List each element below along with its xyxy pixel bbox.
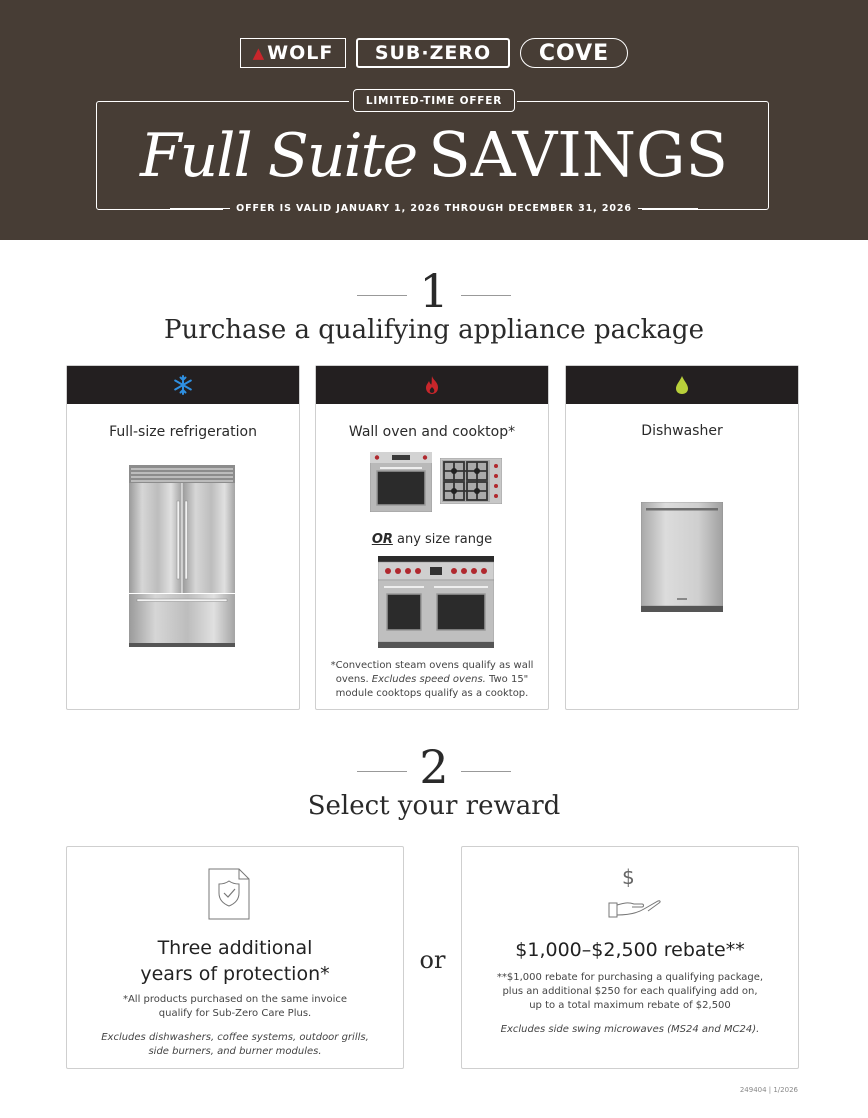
protection-title-line1: Three additional	[157, 937, 313, 959]
wolf-flame-icon: ▲	[252, 44, 266, 62]
cooktop-image	[440, 458, 502, 504]
protection-exclusions-line2: side burners, and burner modules.	[148, 1046, 322, 1057]
step-2-title: Select your reward	[307, 791, 561, 821]
rebate-note-line1: **$1,000 rebate for purchasing a qualifying package,	[496, 972, 764, 983]
step-1-title: Purchase a qualifying appliance package	[164, 315, 704, 345]
range-image	[378, 556, 494, 648]
reward-rebate-card	[461, 846, 799, 1069]
card-header-bar	[67, 366, 299, 404]
rebate-title: $1,000–$2,500 rebate**	[515, 939, 745, 961]
headline	[0, 119, 868, 192]
water-drop-icon	[674, 375, 690, 395]
protection-note-line1: *All products purchased on the same invoice	[122, 994, 348, 1005]
headline-italic: Full Suite	[140, 121, 417, 191]
card-wall-oven-cooktop	[315, 365, 549, 710]
card-label: Dishwasher	[641, 423, 723, 439]
snowflake-icon	[173, 375, 193, 395]
refrigerator-image	[129, 465, 235, 647]
brand-logos	[0, 38, 868, 68]
card-label: Wall oven and cooktop*	[348, 424, 516, 440]
headline-caps: SAVINGS	[428, 118, 728, 191]
card-header-bar	[316, 366, 548, 404]
dollar-icon: $	[622, 865, 635, 889]
shield-document-icon	[207, 867, 251, 921]
document-code: 249404 | 1/2026	[739, 1086, 798, 1094]
validity-text: OFFER IS VALID JANUARY 1, 2026 THROUGH DECEMBER 31, 2026	[236, 203, 632, 214]
step-2-number: 2	[0, 742, 868, 792]
cove-logo: COVE	[520, 38, 628, 68]
rebate-note-line3: up to a total maximum rebate of $2,500	[529, 1000, 731, 1011]
or-prefix: OR	[371, 532, 393, 547]
card-dishwasher	[565, 365, 799, 710]
range-option-text: any size range	[392, 532, 493, 547]
hand-icon	[608, 893, 662, 919]
protection-note-line2: qualify for Sub-Zero Care Plus.	[158, 1008, 312, 1019]
card-refrigeration	[66, 365, 300, 710]
wall-oven-image	[370, 452, 432, 512]
rebate-exclusions: Excludes side swing microwaves (MS24 and MC24).	[500, 1024, 760, 1035]
protection-exclusions-line1: Excludes dishwashers, coffee systems, outdoor grills,	[101, 1032, 369, 1043]
protection-title-line2: years of protection*	[140, 963, 330, 985]
offer-validity	[0, 203, 868, 214]
range-option-label	[316, 532, 548, 547]
card-header-bar	[566, 366, 798, 404]
reward-protection-card	[66, 846, 404, 1069]
limited-time-badge: LIMITED-TIME OFFER	[353, 89, 515, 112]
subzero-logo: SUB·ZERO	[356, 38, 510, 68]
rebate-note-line2: plus an additional $250 for each qualifying add on,	[502, 986, 758, 997]
dishwasher-image	[641, 502, 723, 612]
card-label: Full-size refrigeration	[109, 424, 257, 440]
wolf-logo: ▲ WOLF	[240, 38, 346, 68]
header-banner	[0, 0, 868, 240]
oven-cooktop-footnote: *Convection steam ovens qualify as wall ovens. Excludes speed ovens. Two 15" module cooktops qualify as a cooktop.	[330, 660, 534, 699]
step-1-number: 1	[0, 266, 868, 316]
or-divider: or	[419, 946, 446, 974]
flame-icon	[423, 375, 441, 395]
